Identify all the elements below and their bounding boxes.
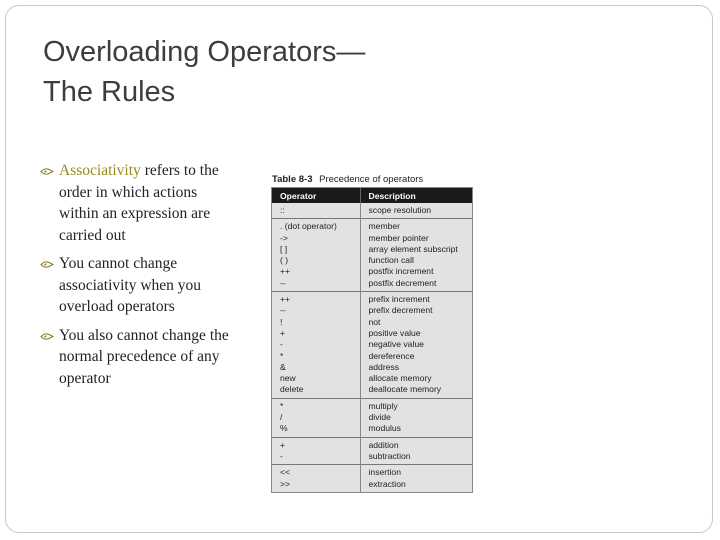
- operator-description: function call: [368, 255, 414, 266]
- description-cell: [360, 219, 472, 292]
- operator-symbol: !: [280, 316, 283, 327]
- operator-symbol: *: [280, 400, 284, 411]
- operator-cell: [272, 292, 360, 399]
- column-header-operator: Operator: [272, 188, 360, 203]
- operator-description: array element subscript: [368, 243, 458, 254]
- operator-symbol: /: [280, 412, 283, 423]
- operator-description: postfix increment: [368, 266, 434, 277]
- title-line-1: Overloading Operators—: [43, 36, 366, 68]
- bullet-text: You also cannot change the normal precedence of any operator: [59, 326, 229, 387]
- operator-cell: [272, 219, 360, 292]
- operator-symbol: &: [280, 361, 286, 372]
- table-caption-title: Precedence of operators: [319, 174, 424, 185]
- operator-symbol: <<: [280, 467, 291, 478]
- table-row-group: [272, 219, 472, 292]
- slide-title: [43, 32, 443, 112]
- precedence-table-figure: [272, 172, 472, 492]
- operator-description: address: [368, 361, 400, 372]
- bullet-highlight: Associativity: [59, 162, 141, 179]
- operator-description: positive value: [368, 327, 421, 338]
- table-row-group: [272, 437, 472, 465]
- description-cell: [360, 203, 472, 219]
- operator-symbol: -: [280, 339, 283, 350]
- operator-symbol: . (dot operator): [280, 221, 337, 232]
- description-cell: [360, 398, 472, 437]
- operator-symbol: ++: [280, 266, 291, 277]
- description-cell: [360, 437, 472, 465]
- bullet-item: [40, 160, 240, 246]
- table-header-row: [272, 188, 472, 203]
- table-row-group: [272, 398, 472, 437]
- operator-description: divide: [368, 412, 391, 423]
- description-cell: [360, 292, 472, 399]
- operator-symbol: ::: [280, 205, 285, 215]
- operator-description: prefix decrement: [368, 305, 433, 316]
- operator-description: negative value: [368, 339, 424, 350]
- bullet-list: [40, 160, 240, 396]
- bullet-item: [40, 253, 240, 318]
- operator-description: extraction: [368, 478, 406, 489]
- operator-description: subtraction: [368, 450, 411, 461]
- operator-description: postfix decrement: [368, 277, 437, 288]
- operator-description: not: [368, 316, 381, 327]
- operator-symbol: +: [280, 439, 286, 450]
- bullet-text: refers to the order in which actions within an expression are carried out: [59, 162, 219, 244]
- operator-cell: [272, 203, 360, 219]
- column-header-description: Description: [360, 188, 472, 203]
- operator-symbol: delete: [280, 384, 304, 395]
- operator-symbol: new: [280, 373, 296, 384]
- description-cell: [360, 465, 472, 492]
- operator-symbol: -: [280, 450, 283, 461]
- pen-nib-icon: [40, 332, 54, 341]
- operator-cell: [272, 465, 360, 492]
- table-body: [272, 203, 472, 492]
- operator-description: scope resolution: [368, 205, 432, 215]
- operator-description: multiply: [368, 400, 398, 411]
- operator-symbol: %: [280, 423, 288, 434]
- operator-description: modulus: [368, 423, 401, 434]
- bullet-text: You cannot change associativity when you overload operators: [59, 255, 202, 315]
- operator-description: dereference: [368, 350, 415, 361]
- operator-description: prefix increment: [368, 294, 430, 305]
- pen-nib-icon: [40, 260, 54, 269]
- table-caption: [272, 172, 472, 188]
- operator-description: member pointer: [368, 232, 429, 243]
- operator-description: allocate memory: [368, 373, 432, 384]
- operator-description: member: [368, 221, 401, 232]
- operator-description: insertion: [368, 467, 401, 478]
- table-row-group: [272, 465, 472, 492]
- operator-description: addition: [368, 439, 399, 450]
- operator-symbol: [ ]: [280, 243, 288, 254]
- precedence-table: [272, 188, 472, 492]
- operator-symbol: ( ): [280, 255, 289, 266]
- operator-symbol: --: [280, 277, 286, 288]
- operator-symbol: --: [280, 305, 286, 316]
- table-row-group: [272, 203, 472, 219]
- operator-description: deallocate memory: [368, 384, 442, 395]
- table-row-group: [272, 292, 472, 399]
- operator-symbol: ++: [280, 294, 291, 305]
- table-caption-number: Table 8-3: [272, 174, 313, 185]
- title-line-2: The Rules: [43, 76, 176, 108]
- operator-symbol: >>: [280, 478, 291, 489]
- operator-symbol: *: [280, 350, 284, 361]
- operator-symbol: ->: [280, 232, 288, 243]
- pen-nib-icon: [40, 167, 54, 176]
- bullet-item: [40, 325, 240, 390]
- operator-cell: [272, 398, 360, 437]
- operator-cell: [272, 437, 360, 465]
- operator-symbol: +: [280, 327, 286, 338]
